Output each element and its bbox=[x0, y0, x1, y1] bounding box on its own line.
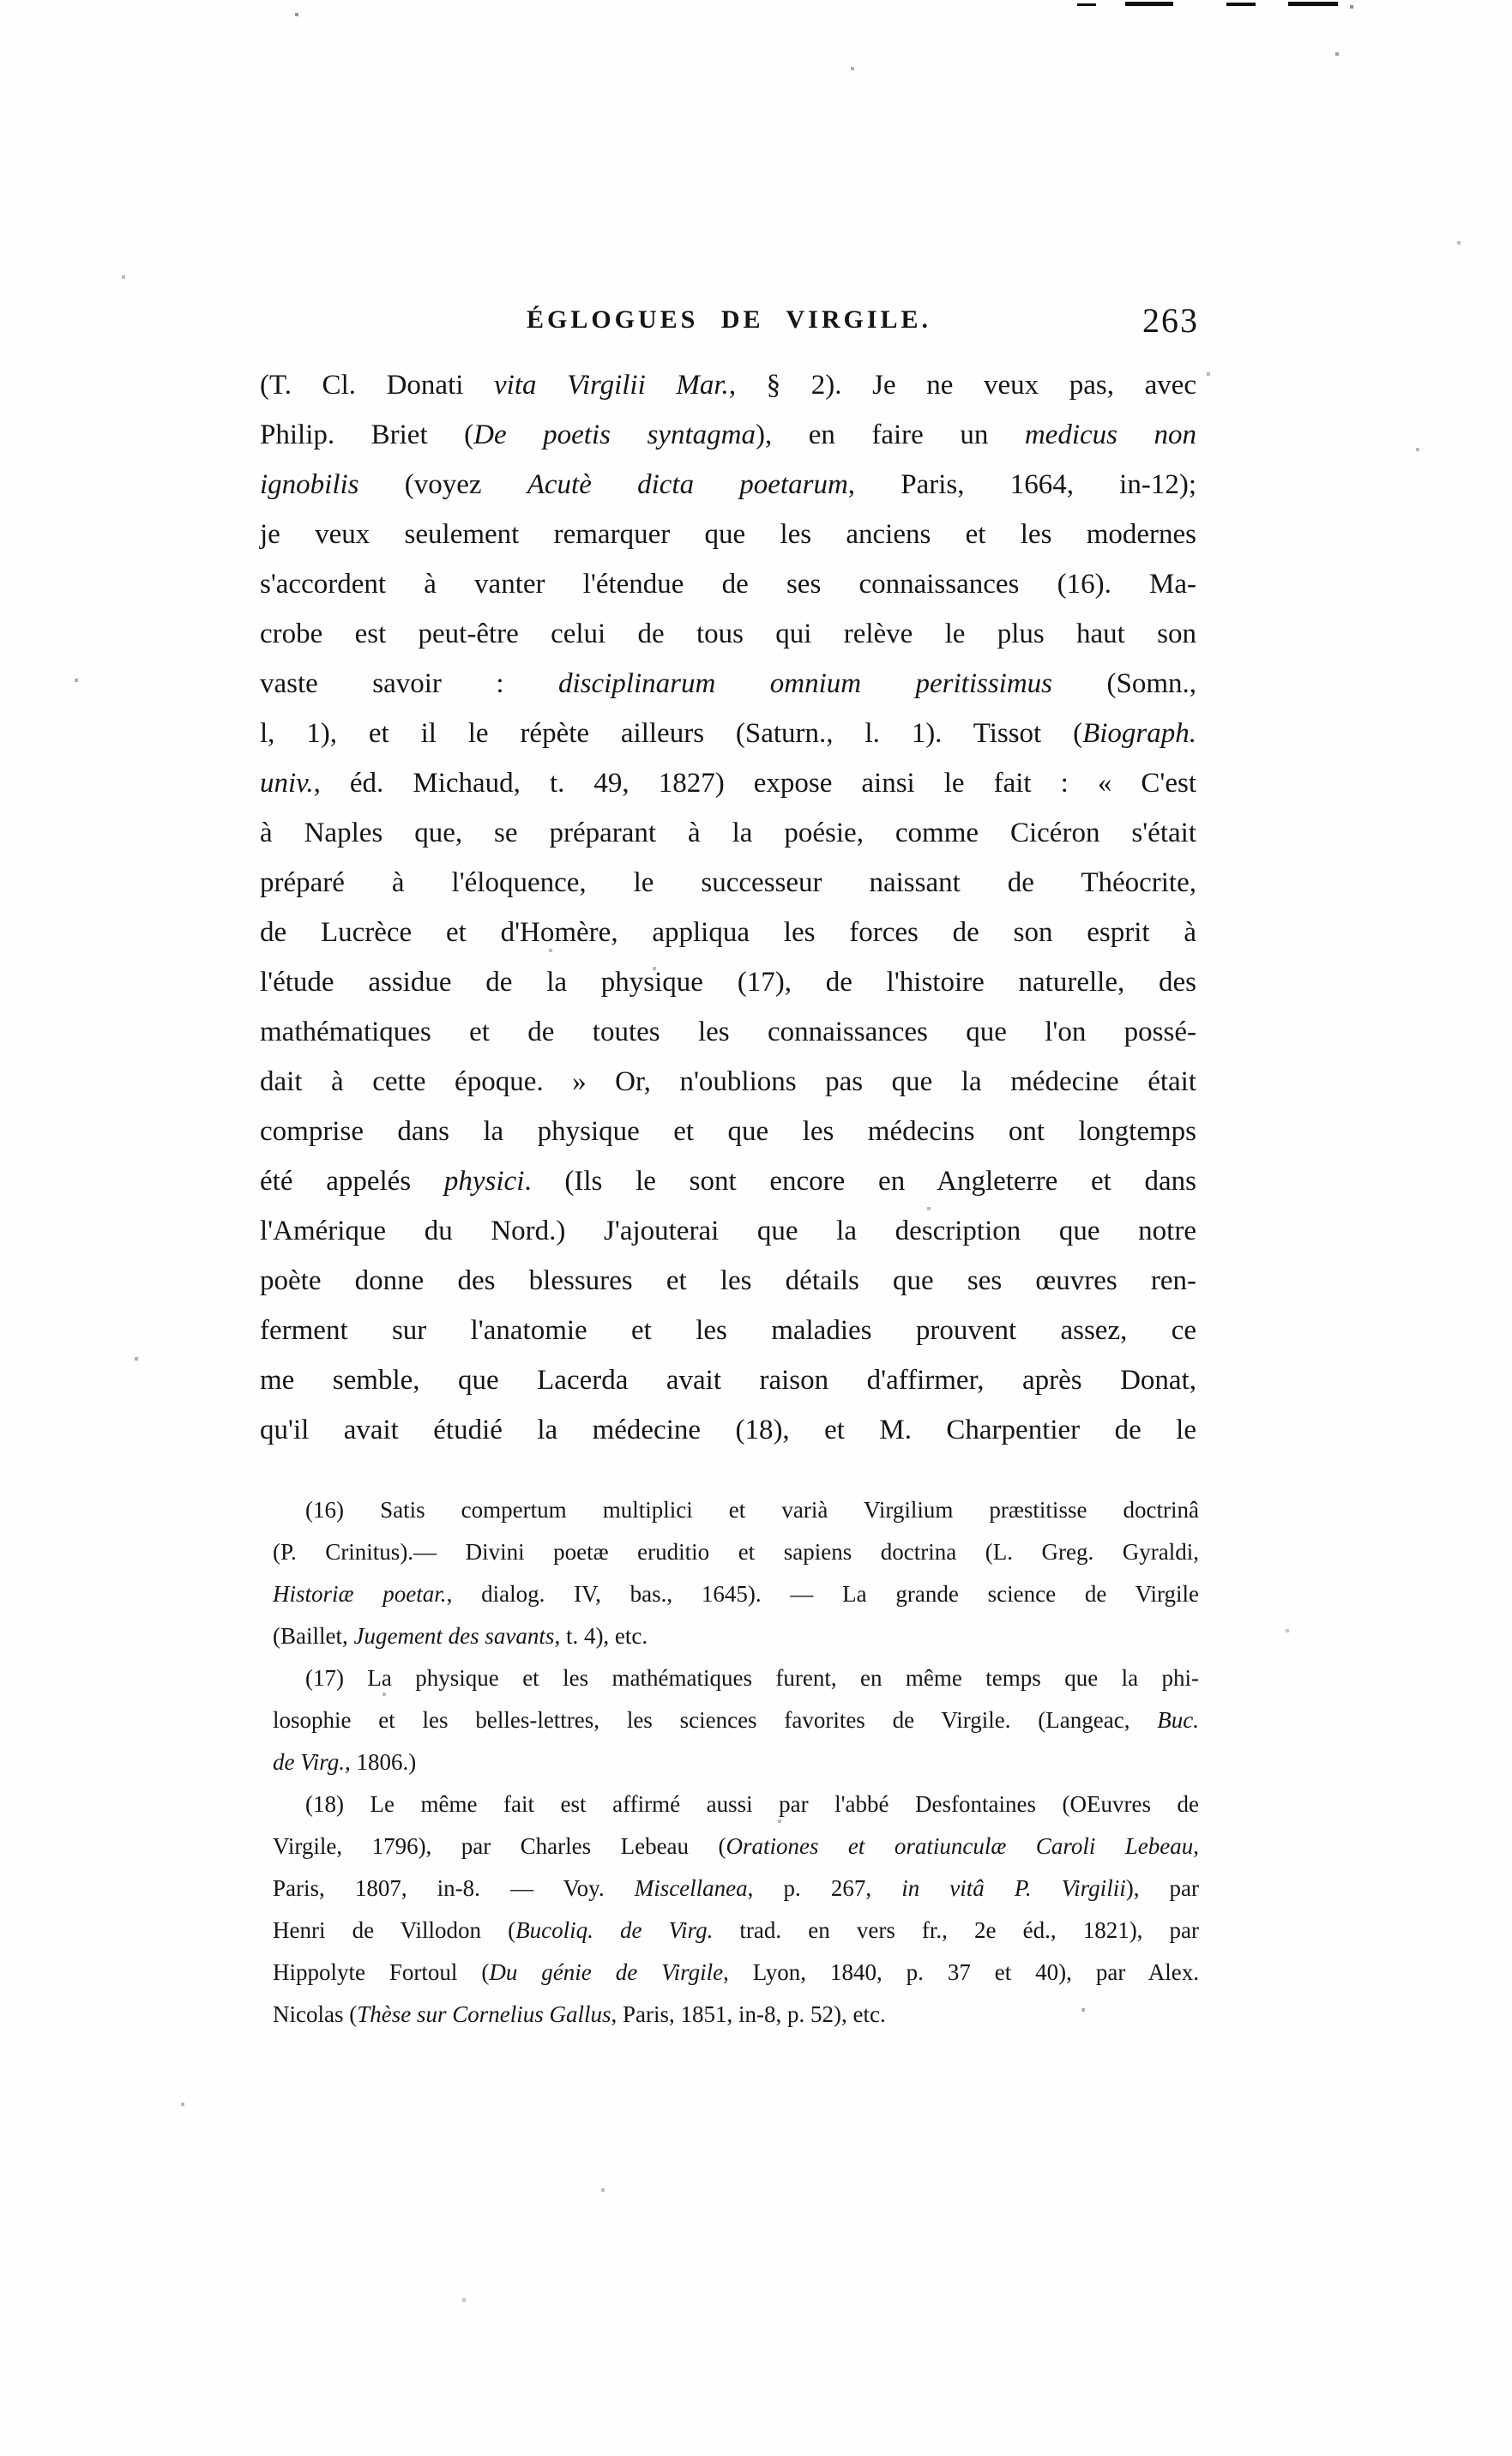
scan-artifact bbox=[1288, 2, 1338, 6]
footnote-line: Hippolyte Fortoul (Du génie de Virgile, Lyon, 1840, p. 37 et 40), par Alex. bbox=[273, 1959, 1199, 1985]
body-line: mathématiques et de toutes les connaissances que l'on possé- bbox=[260, 1017, 1196, 1047]
footnote-line: (P. Crinitus).— Divini poetæ eruditio et sapiens doctrina (L. Greg. Gyraldi, bbox=[273, 1539, 1199, 1565]
body-line: poète donne des blessures et les détails que ses œuvres ren- bbox=[260, 1265, 1196, 1296]
footnote-line: (17) La physique et les mathématiques furent, en même temps que la phi- bbox=[305, 1665, 1199, 1691]
body-line: de Lucrèce et d'Homère, appliqua les forces de son esprit à bbox=[260, 917, 1196, 948]
body-line: l'Amérique du Nord.) J'ajouterai que la description que notre bbox=[260, 1216, 1196, 1246]
body-line: (T. Cl. Donati vita Virgilii Mar., § 2). Je ne veux pas, avec bbox=[260, 370, 1197, 401]
running-head bbox=[262, 305, 1196, 335]
footnotes bbox=[273, 1489, 1199, 2036]
body-line: crobe est peut-être celui de tous qui relève le plus haut son bbox=[260, 619, 1196, 649]
footnote-line: (Baillet, Jugement des savants, t. 4), etc. bbox=[273, 1623, 648, 1649]
footnote-line: (16) Satis compertum multiplici et varià Virgilium præstitisse doctrinâ bbox=[305, 1497, 1199, 1523]
running-title: ÉGLOGUES DE VIRGILE. bbox=[526, 305, 932, 334]
footnote-line: Henri de Villodon (Bucoliq. de Virg. trad. en vers fr., 2e éd., 1821), par bbox=[273, 1917, 1200, 1943]
scan-artifact bbox=[1077, 3, 1096, 6]
body-text bbox=[260, 360, 1196, 1455]
body-line: été appelés physici. (Ils le sont encore en Angleterre et dans bbox=[260, 1166, 1196, 1197]
footnote-line: Historiæ poetar., dialog. IV, bas., 1645). — La grande science de Virgile bbox=[273, 1581, 1199, 1607]
body-line: ferment sur l'anatomie et les maladies prouvent assez, ce bbox=[260, 1315, 1196, 1346]
body-line: à Naples que, se préparant à la poésie, comme Cicéron s'était bbox=[260, 818, 1196, 848]
body-line: me semble, que Lacerda avait raison d'affirmer, après Donat, bbox=[260, 1365, 1196, 1396]
footnote-line: Virgile, 1796), par Charles Lebeau (Orationes et oratiunculæ Caroli Lebeau, bbox=[273, 1833, 1200, 1859]
body-line: vaste savoir : disciplinarum omnium peritissimus (Somn., bbox=[260, 668, 1196, 699]
scan-artifact bbox=[1226, 3, 1256, 6]
body-line: dait à cette époque. » Or, n'oublions pas que la médecine était bbox=[260, 1066, 1196, 1097]
body-line: s'accordent à vanter l'étendue de ses connaissances (16). Ma- bbox=[260, 569, 1196, 600]
body-line: l'étude assidue de la physique (17), de l'histoire naturelle, des bbox=[260, 967, 1196, 998]
footnote-line: Paris, 1807, in-8. — Voy. Miscellanea, p. 267, in vitâ P. Virgilii), par bbox=[273, 1875, 1200, 1901]
body-line: je veux seulement remarquer que les anciens et les modernes bbox=[260, 519, 1196, 550]
body-line: ignobilis (voyez Acutè dicta poetarum, Paris, 1664, in-12); bbox=[260, 469, 1196, 500]
footnote-line: Nicolas (Thèse sur Cornelius Gallus, Paris, 1851, in-8, p. 52), etc. bbox=[273, 2001, 886, 2027]
body-line: Philip. Briet (De poetis syntagma), en faire un medicus non bbox=[260, 419, 1196, 450]
scan-specks bbox=[0, 0, 2, 2]
body-line: univ., éd. Michaud, t. 49, 1827) expose ainsi le fait : « C'est bbox=[260, 768, 1196, 799]
body-line: qu'il avait étudié la médecine (18), et M. Charpentier de le bbox=[260, 1415, 1196, 1445]
footnote-line: losophie et les belles-lettres, les sciences favorites de Virgile. (Langeac, Buc. bbox=[273, 1707, 1199, 1733]
footnote-line: (18) Le même fait est affirmé aussi par l'abbé Desfontaines (OEuvres de bbox=[305, 1791, 1199, 1817]
scan-artifact bbox=[1125, 2, 1173, 6]
body-line: comprise dans la physique et que les médecins ont longtemps bbox=[260, 1116, 1196, 1147]
page-number: 263 bbox=[1142, 301, 1199, 340]
footnote-line: de Virg., 1806.) bbox=[273, 1749, 417, 1775]
body-line: l, 1), et il le répète ailleurs (Saturn., l. 1). Tissot (Biograph. bbox=[260, 718, 1196, 749]
body-line: préparé à l'éloquence, le successeur naissant de Théocrite, bbox=[260, 867, 1196, 898]
